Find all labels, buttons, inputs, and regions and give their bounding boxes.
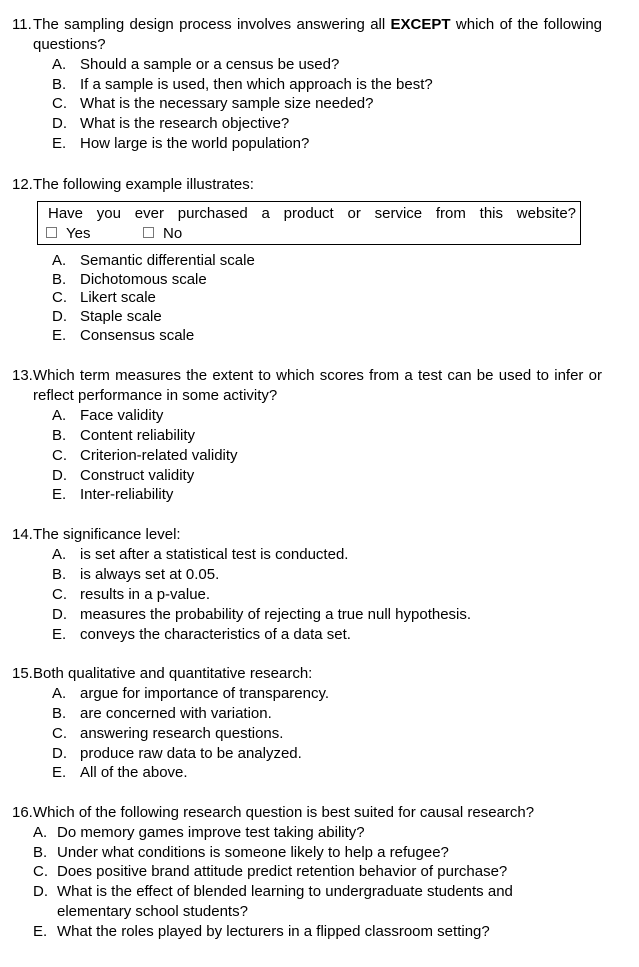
question-text: Both qualitative and quantitative research: <box>33 665 313 682</box>
option-14b: B. is always set at 0.05. <box>52 566 220 583</box>
question-14-stem <box>12 525 602 545</box>
option-12d: D. Staple scale <box>52 308 162 325</box>
option-12c: C. Likert scale <box>52 289 156 306</box>
option-15c: C. answering research questions. <box>52 725 284 742</box>
question-number: 16. <box>12 804 33 821</box>
example-choice-no: No <box>143 224 182 244</box>
question-11-stem <box>12 15 602 54</box>
option-11c: C. What is the necessary sample size needed? <box>52 95 374 112</box>
option-12e: E. Consensus scale <box>52 327 195 344</box>
question-12-stem <box>12 175 602 195</box>
question-number: 15. <box>12 665 33 682</box>
checkbox-icon <box>46 227 57 238</box>
option-15a: A. argue for importance of transparency. <box>52 685 330 702</box>
question-15-stem <box>12 664 602 684</box>
example-survey-box <box>37 201 581 245</box>
option-11d: D. What is the research objective? <box>52 115 290 132</box>
question-text: The significance level: <box>33 526 181 543</box>
option-14d: D. measures the probability of rejecting a true null hypothesis. <box>52 606 472 623</box>
question-text: The following example illustrates: <box>33 176 254 193</box>
option-12a: A. Semantic differential scale <box>52 252 255 269</box>
option-13b: B. Content reliability <box>52 427 196 444</box>
option-16d: D. What is the effect of blended learning to undergraduate students and elementary school students? <box>33 883 513 920</box>
question-text: Which of the following research question is best suited for causal research? <box>33 804 535 821</box>
example-question: Have you ever purchased a product or service from this website? <box>48 205 576 222</box>
option-13e: E. Inter-reliability <box>52 486 174 503</box>
option-14e: E. conveys the characteristics of a data set. <box>52 626 351 643</box>
option-11b: B. If a sample is used, then which approach is the best? <box>52 76 433 93</box>
option-16a: A. Do memory games improve test taking ability? <box>33 824 365 841</box>
question-text: Which term measures the extent to which scores from a test can be used to infer or reflect performance in some activity? <box>33 367 602 404</box>
option-16e: E. What the roles played by lecturers in a flipped classroom setting? <box>33 923 490 940</box>
question-number: 11. <box>12 16 32 33</box>
question-number: 13. <box>12 367 33 384</box>
example-choice-yes: Yes <box>46 224 90 244</box>
question-number: 14. <box>12 526 33 543</box>
option-14c: C. results in a p-value. <box>52 586 211 603</box>
question-16-stem <box>12 803 602 823</box>
option-13a: A. Face validity <box>52 407 164 424</box>
option-11a: A. Should a sample or a census be used? <box>52 56 340 73</box>
option-13d: D. Construct validity <box>52 467 195 484</box>
option-14a: A. is set after a statistical test is conducted. <box>52 546 349 563</box>
option-15e: E. All of the above. <box>52 764 188 781</box>
option-15b: B. are concerned with variation. <box>52 705 272 722</box>
question-13-stem <box>12 366 602 405</box>
option-13c: C. Criterion-related validity <box>52 447 238 464</box>
option-16c: C. Does positive brand attitude predict retention behavior of purchase? <box>33 863 508 880</box>
question-number: 12. <box>12 176 33 193</box>
option-15d: D. produce raw data to be analyzed. <box>52 745 302 762</box>
option-11e: E. How large is the world population? <box>52 135 310 152</box>
option-12b: B. Dichotomous scale <box>52 271 207 288</box>
option-16b: B. Under what conditions is someone likely to help a refugee? <box>33 844 449 861</box>
question-text: The sampling design process involves answering all EXCEPT which of the following questions? <box>33 16 602 53</box>
checkbox-icon <box>143 227 154 238</box>
